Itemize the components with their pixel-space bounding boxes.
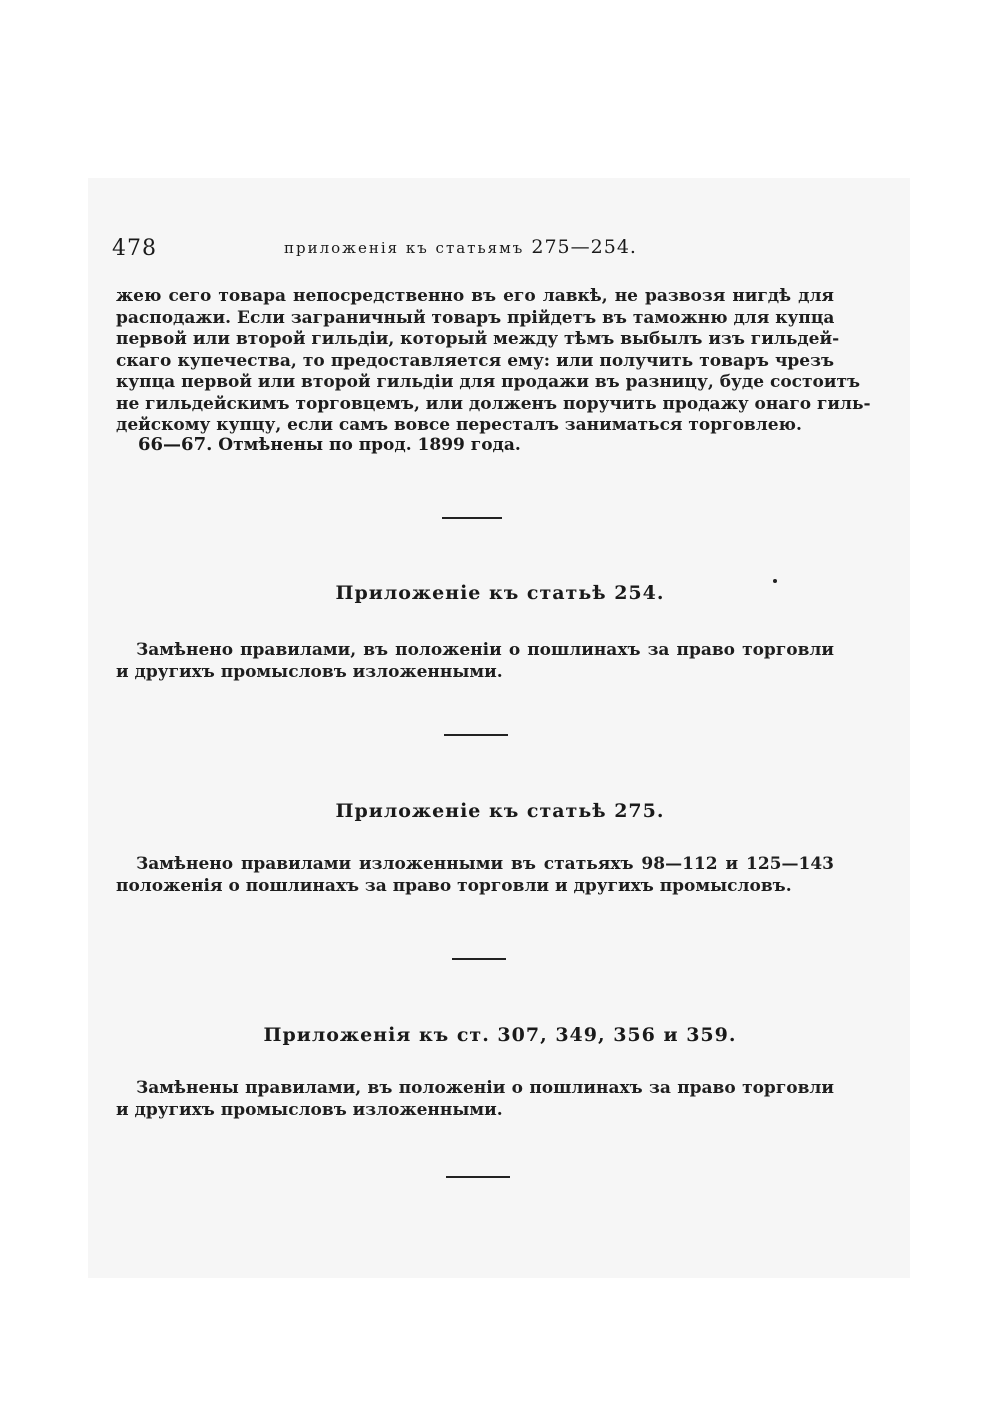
section-paragraph-275 xyxy=(116,854,834,897)
text-line: Замѣнено правилами изложенными въ статьяхъ 98—112 и 125—143 xyxy=(136,854,834,874)
section-divider xyxy=(442,517,502,519)
section-divider xyxy=(452,958,506,960)
page-number: 478 xyxy=(112,236,157,261)
text-line: положенія о пошлинахъ за право торговли и другихъ промысловъ. xyxy=(116,875,792,896)
text-line: расподажи. Если заграничный товаръ прійдетъ въ таможню для купца xyxy=(116,307,835,328)
text-line: Замѣнены правилами, въ положеніи о пошлинахъ за право торговли xyxy=(136,1078,834,1098)
text-line: не гильдейскимъ торговцемъ, или долженъ поручить продажу онаго гиль- xyxy=(116,393,871,414)
section-heading-275: Приложеніе къ статьѣ 275. xyxy=(335,800,665,822)
repeal-text: Отмѣнены по прод. 1899 года. xyxy=(218,435,521,455)
text-line: дейскому купцу, если самъ вовсе пересталъ заниматься торговлею. xyxy=(116,415,802,435)
continuation-paragraph xyxy=(116,286,871,437)
text-line: жею сего товара непосредственно въ его лавкѣ, не развозя нигдѣ для xyxy=(116,286,834,306)
section-divider xyxy=(444,734,508,736)
section-heading-307-359: Приложенія къ ст. 307, 349, 356 и 359. xyxy=(263,1024,737,1046)
running-title-words: приложенія къ статьямъ xyxy=(284,239,525,257)
text-line: Замѣнено правилами, въ положеніи о пошлинахъ за право торговли xyxy=(136,640,834,660)
section-heading-254: Приложеніе къ статьѣ 254. xyxy=(335,582,665,604)
section-divider xyxy=(446,1176,510,1178)
text-line: купца первой или второй гильдіи для продажи въ разницу, буде состоитъ xyxy=(116,372,861,392)
text-line: скаго купечества, то предоставляется ему: или получить товаръ чрезъ xyxy=(116,350,834,371)
print-speck xyxy=(773,579,777,583)
section-paragraph-307-359 xyxy=(116,1078,834,1121)
running-title xyxy=(284,236,637,258)
page-header xyxy=(112,236,872,266)
running-title-range: 275—254. xyxy=(531,236,637,258)
text-line: и другихъ промысловъ изложенными. xyxy=(116,1099,503,1120)
text-line: и другихъ промысловъ изложенными. xyxy=(116,661,503,682)
repeal-note xyxy=(138,434,521,455)
text-line: первой или второй гильдіи, который между тѣмъ выбылъ изъ гильдей- xyxy=(116,329,840,349)
section-paragraph-254 xyxy=(116,640,834,683)
repeal-article-numbers: 66—67. xyxy=(138,434,213,455)
